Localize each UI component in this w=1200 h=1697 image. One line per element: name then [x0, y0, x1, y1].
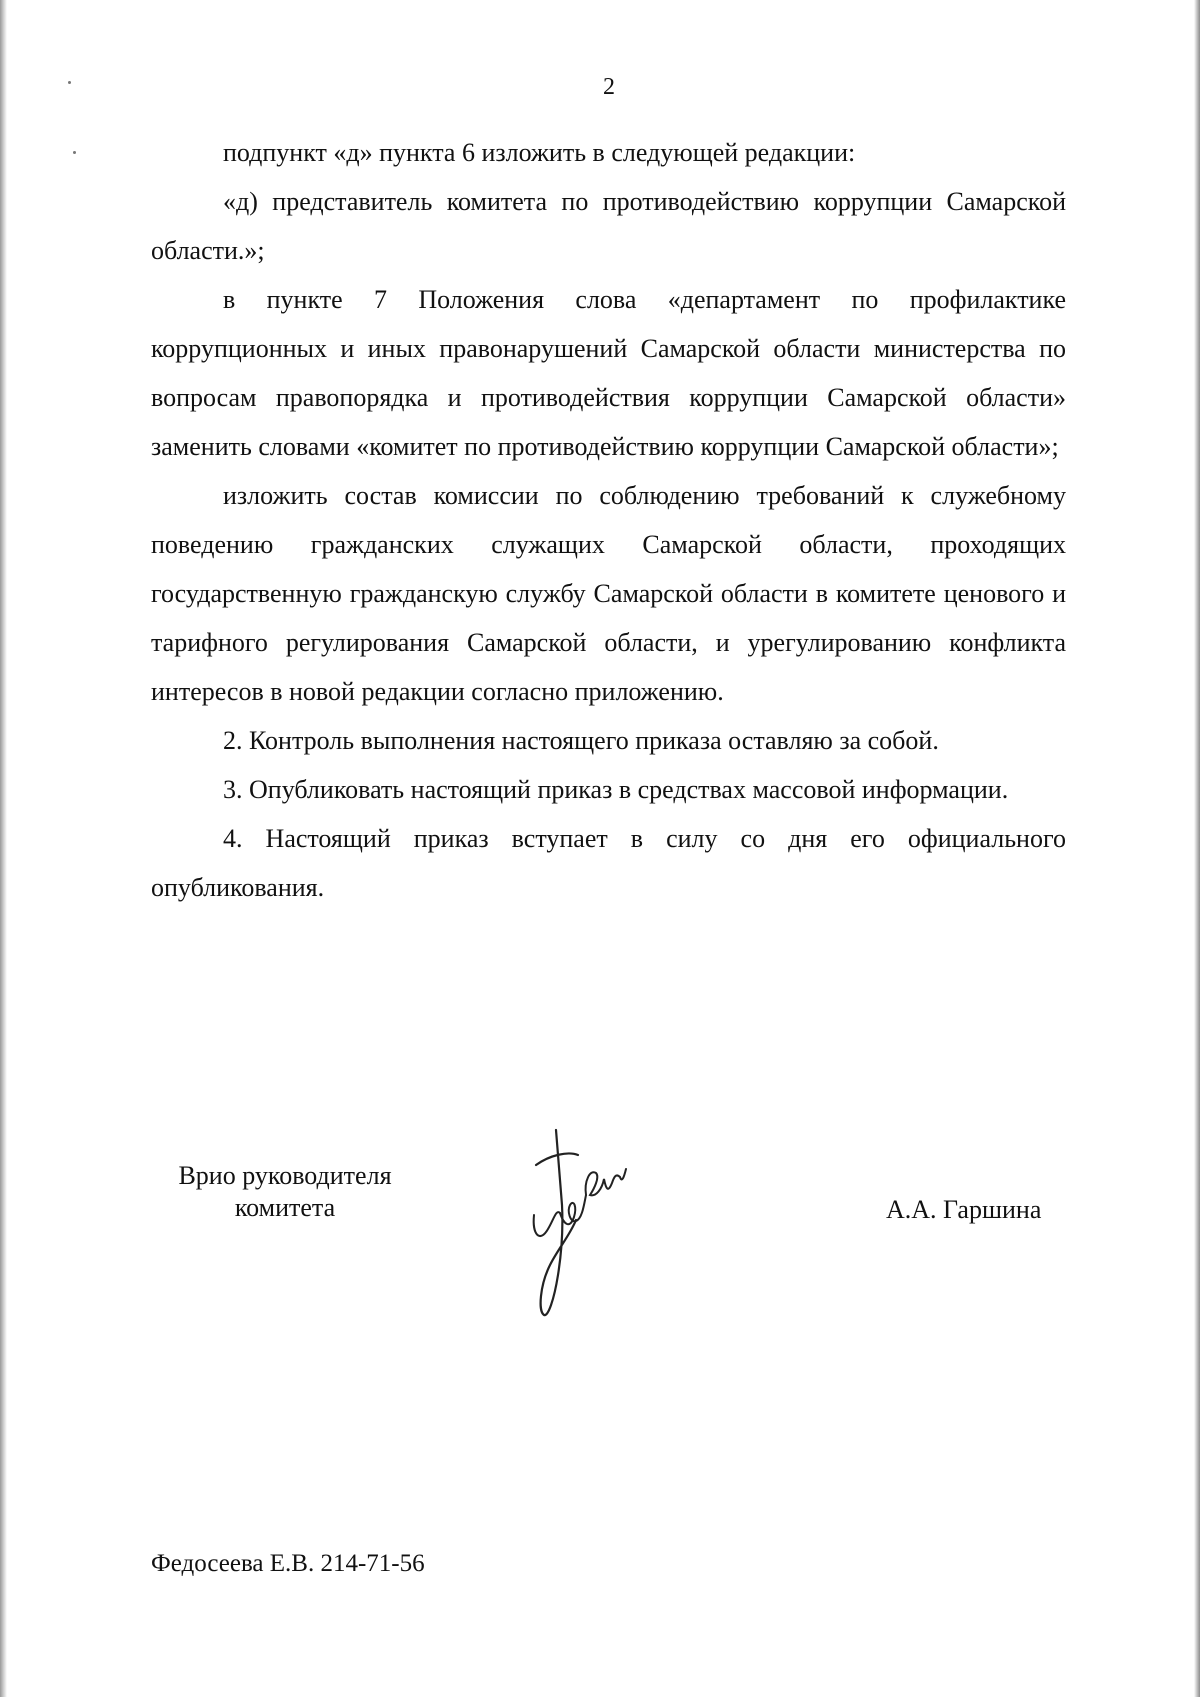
- signer-title-line2: комитета: [234, 1193, 336, 1222]
- handwritten-signature: [530, 1125, 640, 1325]
- signer-title: [160, 1160, 410, 1224]
- executor-contact: Федосеева Е.В. 214-71-56: [151, 1550, 425, 1577]
- signer-name: А.А. Гаршина: [886, 1195, 1042, 1224]
- document-body: [151, 128, 1066, 912]
- paragraph-control: 2. Контроль выполнения настоящего приказа оставляю за собой.: [223, 726, 939, 755]
- paragraph-effective: 4. Настоящий приказ вступает в силу со дня его официального опубликования.: [151, 824, 1066, 902]
- signer-title-line1: Врио руководителя: [178, 1161, 392, 1190]
- scan-edge-right: [1194, 0, 1200, 1697]
- paragraph-subitem-d: подпункт «д» пункта 6 изложить в следующей редакции:: [223, 138, 856, 167]
- paragraph-representative: «д) представитель комитета по противодействию коррупции Самарской области.»;: [151, 187, 1066, 265]
- page-number: 2: [603, 74, 615, 100]
- paragraph-commission-composition: изложить состав комиссии по соблюдению требований к служебному поведению гражданских служащих Самарской области, проходящих государственную гражданскую службу Самарской области в комитете ценового и тарифного регулирования Самарской области, и урегулированию конфликта интересов в новой редакции согласно приложению.: [151, 481, 1066, 706]
- scan-edge-left: [0, 0, 7, 1697]
- paragraph-item-7: в пункте 7 Положения слова «департамент по профилактике коррупционных и иных правонарушений Самарской области министерства по вопросам правопорядка и противодействия коррупции Самарской области» заменить словами «комитет по противодействию коррупции Самарской области»;: [151, 285, 1066, 461]
- scan-speck: [73, 151, 76, 154]
- paragraph-publish: 3. Опубликовать настоящий приказ в средствах массовой информации.: [223, 775, 1009, 804]
